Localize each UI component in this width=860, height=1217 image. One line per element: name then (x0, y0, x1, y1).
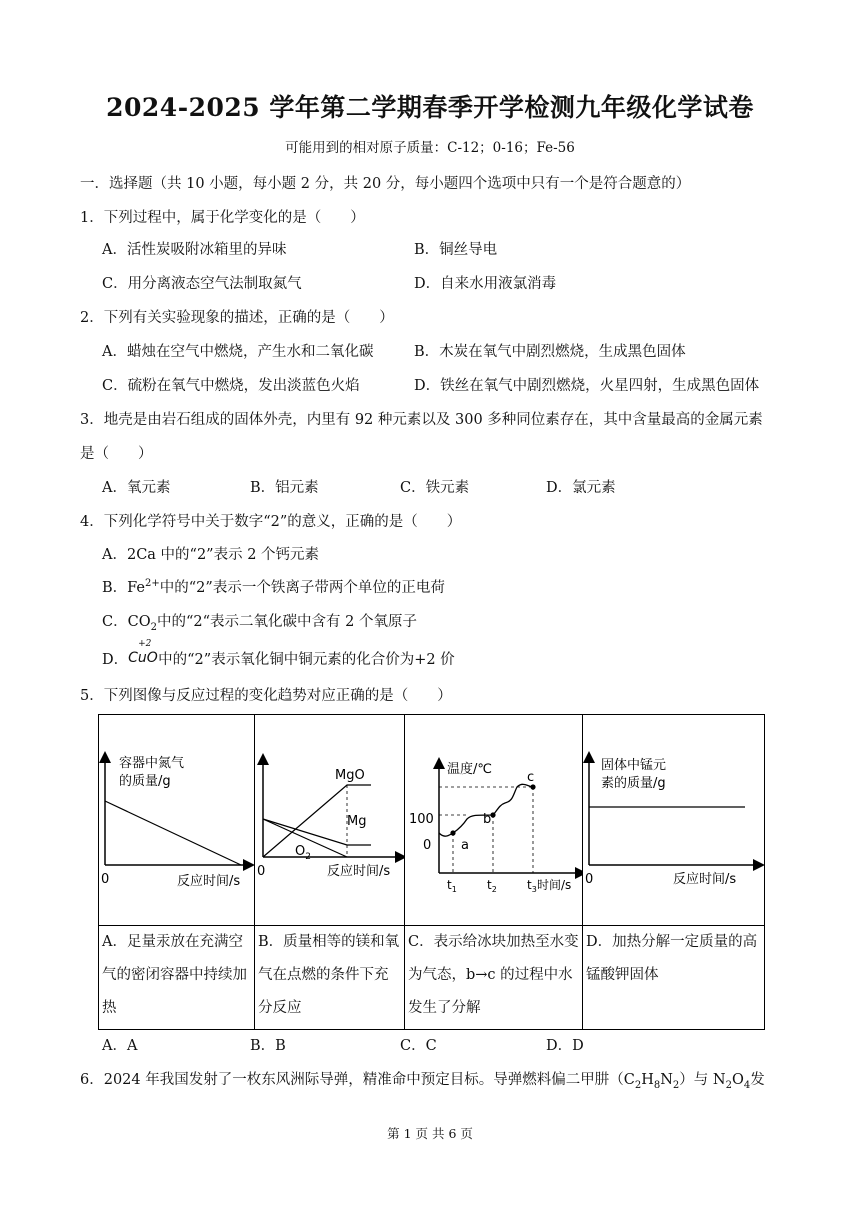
q4-c-text: 中的“2“表示二氧化碳中含有 2 个氧原子 (156, 614, 417, 630)
graph-a-ylabel-2: 的质量/g (119, 774, 171, 789)
graph-a-ylabel-1: 容器中氮气 (119, 756, 185, 771)
question-4-stem: 4．下列化学符号中关于数字“2”的意义，正确的是（ ） (80, 514, 462, 530)
graph-c-t2: $t_2$ (487, 878, 497, 894)
graph-c-curve (439, 784, 533, 836)
question-5-stem: 5．下列图像与反应过程的变化趋势对应正确的是（ ） (80, 688, 452, 704)
question-3-stem: 3．地壳是由岩石组成的固体外壳，内里有 92 种元素以及 300 多种同位素存在，其中含量最高的金属元素 (80, 412, 763, 428)
graph-b-xlabel: 反应时间/s (327, 864, 391, 879)
q4-c-prefix: C．CO (102, 614, 151, 630)
graph-c-tick-100: 100 (409, 812, 434, 827)
graph-d-cell (583, 715, 765, 926)
graph-d-ylabel-1: 固体中锰元 (601, 758, 667, 773)
graph-d-ylabel-2: 素的质量/g (601, 776, 666, 791)
q4-b-charge: 2+ (145, 578, 160, 590)
q5-option-a: A．A (102, 1038, 138, 1054)
graph-c-point-a (450, 830, 455, 835)
atomic-mass-note: 可能用到的相对原子质量：C-12；0-16；Fe-56 (285, 140, 575, 156)
graph-b-cell (255, 715, 405, 926)
graph-a-cell (99, 715, 255, 926)
q5-option-d: D．D (546, 1038, 584, 1054)
q2-option-b: B．木炭在氧气中剧烈燃烧，生成黑色固体 (414, 344, 686, 360)
caption-c: C．表示给冰块加热至水变为气态，b→c 的过程中水发生了分解 (405, 926, 583, 1030)
section-heading: 一．选择题（共 10 小题，每小题 2 分，共 20 分，每小题四个选项中只有一个是符合题意的） (80, 176, 691, 192)
q2-option-a: A．蜡烛在空气中燃烧，产生水和二氧化碳 (102, 344, 374, 360)
q4-d-prefix: D． (102, 652, 129, 668)
q4-option-b (102, 576, 445, 597)
graph-b-origin: 0 (257, 864, 266, 879)
q3-option-b: B．铝元素 (250, 480, 319, 496)
q4-b-text: 中的“2”表示一个铁离子带两个单位的正电荷 (159, 580, 445, 596)
q4-d-cuo: CuO (128, 650, 158, 666)
q5-option-c: C．C (400, 1038, 437, 1054)
question-1-stem: 1．下列过程中，属于化学变化的是（ ） (80, 210, 365, 226)
q4-option-d (102, 639, 455, 669)
q4-d-text: 中的“2”表示氧化铜中铜元素的化合价为+2 价 (158, 652, 455, 668)
graph-table (98, 714, 765, 1030)
graph-d (583, 715, 765, 921)
graph-c-tick-0: 0 (423, 838, 432, 853)
graph-d-xlabel: 反应时间/s (673, 872, 737, 887)
page-footer: 第 1 页 共 6 页 (387, 1126, 473, 1141)
graph-c-t3: $t_3$ (527, 878, 537, 894)
question-6-stem: 6．2024 年我国发射了一枚东风洲际导弹，精准命中预定目标。导弹燃料偏二甲肼$(C_2H_8N_2)$与 $N_2O_4$发 (80, 1072, 765, 1091)
q4-option-a: A．2Ca 中的“2”表示 2 个钙元素 (102, 547, 320, 563)
q4-b-prefix: B．Fe (102, 580, 146, 596)
graph-c-cell (405, 715, 583, 926)
q1-option-b: B．铜丝导电 (414, 242, 498, 258)
q4-d-formula (128, 639, 158, 666)
graph-c-xlabel: 时间/s (537, 878, 572, 892)
q1-option-c: C．用分离液态空气法制取氮气 (102, 276, 302, 292)
graph-c-label-a: a (461, 838, 469, 853)
q4-c-subscript: 2 (150, 621, 157, 633)
q3-option-a: A．氧元素 (102, 480, 171, 496)
q3-option-d: D．氯元素 (546, 480, 616, 496)
caption-a: A．足量汞放在充满空气的密闭容器中持续加热 (99, 926, 255, 1030)
graph-c-label-b: b (483, 812, 492, 827)
graph-b-label-mgo: MgO (335, 768, 365, 783)
q2-option-d: D．铁丝在氧气中剧烈燃烧，火星四射，生成黑色固体 (414, 378, 760, 394)
graph-c-ylabel: 温度/℃ (447, 762, 492, 777)
graph-b-label-mg: Mg (347, 814, 367, 829)
graph-c-point-c (530, 784, 535, 789)
q4-option-c (102, 610, 417, 633)
graph-c (405, 715, 583, 921)
caption-d: D．加热分解一定质量的高锰酸钾固体 (583, 926, 765, 1030)
graph-b (255, 715, 405, 921)
graph-c-t1: $t_1$ (447, 878, 457, 894)
q2-option-c: C．硫粉在氧气中燃烧，发出淡蓝色火焰 (102, 378, 360, 394)
q3-option-c: C．铁元素 (400, 480, 470, 496)
graph-a-origin: 0 (101, 872, 110, 887)
q5-option-b: B．B (250, 1038, 286, 1054)
q1-option-d: D．自来水用液氯消毒 (414, 276, 557, 292)
graph-a-xlabel: 反应时间/s (177, 874, 241, 889)
q4-d-valence: +2 (138, 639, 152, 649)
graph-a (99, 715, 255, 921)
graph-a-line (105, 801, 241, 865)
question-3-stem-cont: 是（ ） (80, 446, 153, 462)
graph-c-label-c: c (527, 770, 535, 785)
graph-d-origin: 0 (585, 872, 594, 887)
q1-option-a: A．活性炭吸附冰箱里的异味 (102, 242, 287, 258)
caption-b: B．质量相等的镁和氧气在点燃的条件下充分反应 (255, 926, 405, 1030)
question-2-stem: 2．下列有关实验现象的描述，正确的是（ ） (80, 310, 394, 326)
graph-b-label-o2: $O_2$ (295, 844, 311, 862)
page-title: 2024-2025 学年第二学期春季开学检测九年级化学试卷 (106, 93, 754, 122)
